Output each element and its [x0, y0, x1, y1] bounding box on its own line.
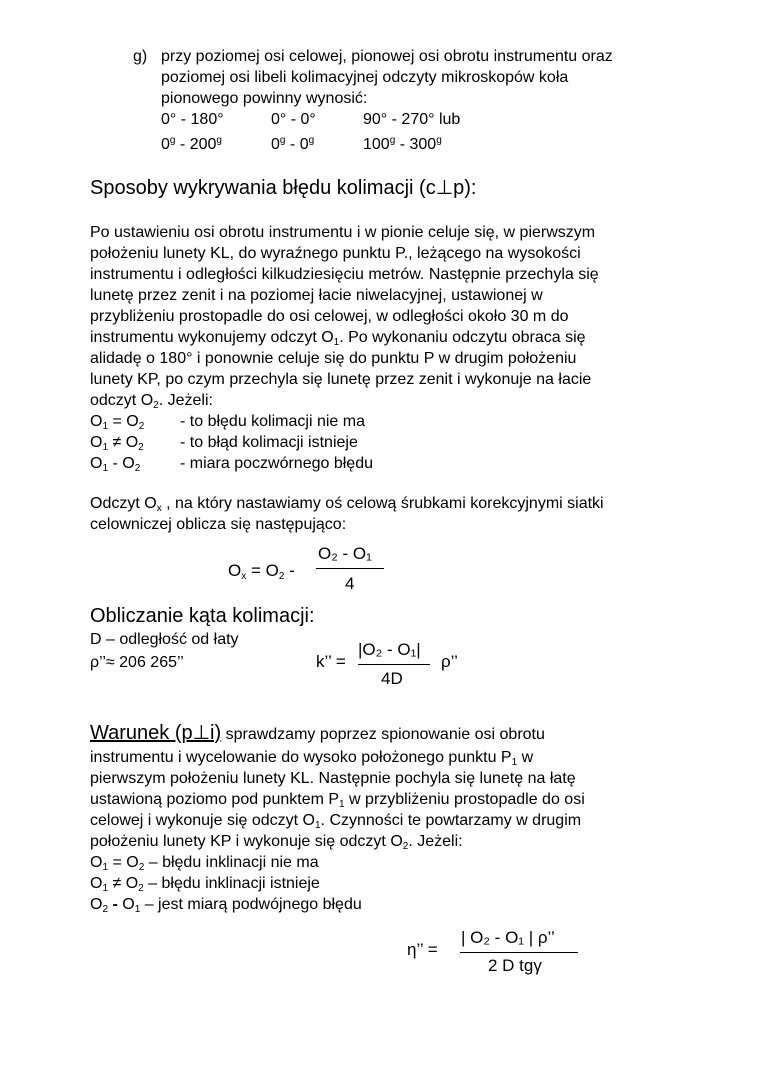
condition-difference: $O_1 - O_2$	[90, 455, 141, 474]
distance-definition: D – odległość od łaty	[90, 631, 239, 648]
k-fraction-bar	[358, 664, 430, 665]
ox-formula-lhs: $O_x = O_2$ -	[228, 561, 295, 582]
para-line: położeniu lunety KL, do wyraźnego punktu P., leżącego na wysokości	[90, 245, 581, 262]
para-line: ustawioną poziomo pod punktem $P_1$ w przybliżeniu prostopadle do osi	[90, 791, 585, 810]
para-line: Po ustawieniu osi obrotu instrumentu i w pionie celuje się, w pierwszym	[90, 224, 596, 241]
condition-equal-desc: - to błędu kolimacji nie ma	[180, 413, 365, 430]
para-line: celowej i wykonuje się odczyt $O_1$. Czynności te powtarzamy w drugim	[90, 812, 582, 831]
deg-value-2: 0° - 0°	[271, 111, 316, 128]
para-line: przybliżeniu prostopadle do osi celowej, w odległości około 30 m do	[90, 308, 569, 325]
para-line: odczyt $O_2$. Jeżeli:	[90, 392, 213, 411]
condition-heading-line: Warunek (p⊥i) sprawdzamy poprzez spionowanie osi obrotu	[90, 722, 545, 744]
eta-formula-lhs: η’’ =	[407, 940, 438, 959]
deg-value-1: 0° - 180°	[161, 111, 224, 128]
item-g-line-1: przy poziomej osi celowej, pionowej osi obrotu instrumentu oraz	[161, 48, 613, 65]
inclination-condition-not-equal: $O_1 \ne O_2$ – błędu inklinacji istnieje	[90, 875, 320, 894]
section-heading-collimation-detection: Sposoby wykrywania błędu kolimacji (c⊥p):	[90, 177, 477, 199]
condition-not-equal: $O_1 \ne O_2$	[90, 434, 144, 453]
ox-formula-numerator: O₂ - O₁	[318, 544, 372, 563]
item-g-line-2: poziomej osi libeli kolimacyjnej odczyty mikroskopów koła	[161, 69, 569, 86]
eta-formula-numerator: | O₂ - O₁ | ρ’’	[461, 928, 555, 947]
para-line: instrumentu i wycelowanie do wysoko położonego punktu $P_1$ w	[90, 749, 534, 768]
k-formula-denominator: 4D	[381, 669, 403, 688]
condition-equal: $O_1 = O_2$	[90, 413, 145, 432]
grad-value-1: 0$^g$ - 200$^g$	[161, 135, 222, 153]
item-g-line-3: pionowego powinny wynosić:	[161, 90, 368, 107]
para-line: położeniu lunety KP i wykonuje się odczyt $O_2$. Jeżeli:	[90, 833, 463, 852]
grad-value-2: 0$^g$ - 0$^g$	[271, 135, 315, 153]
grad-value-3: 100$^g$ - 300$^g$	[363, 135, 442, 153]
para-line: instrumentu i odległości kilkudziesięciu metrów. Następnie przechyla się	[90, 266, 599, 283]
para-line: instrumentu wykonujemy odczyt $O_1$. Po wykonaniu odczytu obraca się	[90, 329, 586, 348]
condition-not-equal-desc: - to błąd kolimacji istnieje	[180, 434, 358, 451]
rho-definition: ρ’’≈ 206 265’’	[90, 654, 184, 671]
condition-heading: Warunek (p⊥i)	[90, 722, 222, 744]
para-line: lunetę przez zenit i na poziomej łacie niwelacyjnej, ustawionej w	[90, 287, 543, 304]
k-formula-lhs: k’’ =	[316, 652, 346, 671]
eta-formula-denominator: 2 D tgγ	[488, 956, 542, 975]
para-line: pierwszym położeniu lunety KL. Następnie pochyla się lunetę na łatę	[90, 770, 576, 787]
deg-value-3: 90° - 270° lub	[363, 111, 461, 128]
condition-difference-desc: - miara poczwórnego błędu	[180, 455, 373, 472]
inclination-condition-difference: $O_2 - O_1$ – jest miarą podwójnego błędu	[90, 896, 362, 915]
para-line: alidadę o 180° i ponownie celuje się do punktu P w drugim położeniu	[90, 350, 577, 367]
k-formula-rho: ρ’’	[441, 652, 458, 671]
ox-line-2: celowniczej oblicza się następująco:	[90, 516, 347, 533]
inclination-condition-equal: $O_1 = O_2$ – błędu inklinacji nie ma	[90, 854, 319, 873]
ox-formula-denominator: 4	[345, 574, 355, 593]
list-marker-g: g)	[133, 48, 148, 65]
ox-line-1: Odczyt $O_x$ , na który nastawiamy oś celową śrubkami korekcyjnymi siatki	[90, 495, 604, 514]
section-heading-collimation-angle: Obliczanie kąta kolimacji:	[90, 605, 315, 627]
ox-fraction-bar	[316, 568, 384, 569]
eta-fraction-bar	[460, 952, 578, 953]
para-line: lunety KP, po czym przechyla się lunetę przez zenit i wykonuje na łacie	[90, 371, 592, 388]
k-formula-numerator: |O₂ - O₁|	[358, 640, 421, 659]
